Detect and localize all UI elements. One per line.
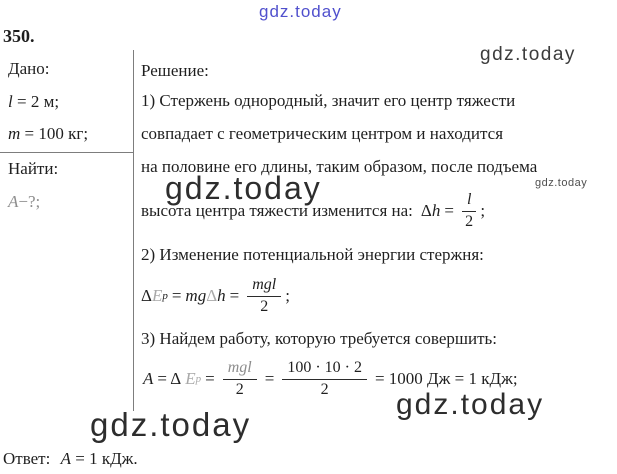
given-mass-variable: m: [8, 124, 21, 143]
formula-potential-energy: [141, 273, 290, 319]
formula2-semicolon: ;: [285, 286, 290, 305]
formula2-delta2: Δ: [206, 286, 218, 305]
problem-number: 350.: [3, 26, 35, 46]
formula3-work-symbol: A: [143, 369, 154, 388]
given-header: Дано:: [8, 59, 50, 78]
formula1-variable: h: [431, 201, 441, 220]
formula3-fraction1-denominator: 2: [235, 380, 244, 398]
watermark-top: gdz.today: [259, 2, 342, 21]
formula3-fraction1: [223, 359, 257, 399]
formula1-delta: Δ: [420, 201, 432, 220]
formula1-denominator: 2: [465, 212, 474, 230]
formula3-equals1: =: [205, 369, 215, 388]
formula1-semicolon: ;: [480, 201, 486, 220]
formula1-numerator: l: [462, 191, 476, 211]
formula-height-change: [141, 188, 485, 234]
given-mass-value: = 100 кг;: [20, 124, 89, 143]
watermark-top-right: gdz.today: [480, 44, 576, 65]
formula-work: [143, 356, 522, 402]
formula2-fraction: [247, 276, 281, 316]
answer-value: = 1 кДж.: [70, 449, 138, 468]
formula2-equals2: =: [229, 286, 240, 305]
given-item-length: [8, 92, 59, 112]
solution-step1-line3: на половине его длины, таким образом, после подъема: [141, 157, 538, 176]
find-item: [8, 192, 40, 212]
formula3-fraction1-numerator: mgl: [223, 359, 257, 379]
column-divider-line: [133, 50, 134, 411]
formula1-equals: =: [444, 201, 454, 220]
formula2-denominator: 2: [260, 297, 269, 315]
formula2-energy-symbol: E: [151, 286, 163, 305]
formula3-equals2: =: [264, 369, 275, 388]
answer-variable: A: [60, 449, 71, 468]
formula2-delta: Δ: [141, 286, 152, 305]
solution-step2-title: 2) Изменение потенциальной энергии стержня:: [141, 245, 484, 264]
formula3-fraction2-numerator: 100 · 10 · 2: [282, 359, 367, 379]
given-length-variable: l: [8, 92, 13, 111]
formula2-subscript: p: [162, 290, 168, 302]
formula1-prefix: высота центра тяжести изменится на:: [141, 201, 413, 220]
answer-label: Ответ:: [3, 449, 51, 468]
answer-line: [3, 449, 138, 469]
formula1-fraction: [462, 191, 476, 231]
formula2-mg: mg: [185, 286, 207, 305]
formula3-equals-delta: = Δ: [157, 369, 182, 388]
given-item-mass: [8, 124, 88, 144]
watermark-middle: gdz.today: [165, 170, 322, 206]
formula3-fraction2-denominator: 2: [320, 380, 329, 398]
given-length-value: = 2 м;: [12, 92, 60, 111]
formula3-result: = 1000 Дж = 1 кДж;: [374, 369, 518, 388]
formula2-h: h: [217, 286, 226, 305]
solution-step1-line2: совпадает с геометрическим центром и находится: [141, 124, 504, 143]
formula3-fraction2: [282, 359, 367, 399]
formula3-subscript: p: [195, 373, 202, 385]
watermark-middle-small: gdz.today: [535, 177, 588, 189]
find-variable: A: [8, 192, 19, 211]
formula2-equals1: =: [171, 286, 182, 305]
watermark-bottom-left: gdz.today: [90, 406, 252, 443]
watermark-bottom-right: gdz.today: [396, 388, 545, 421]
given-find-divider-line: [0, 152, 133, 153]
find-question: −?;: [18, 192, 41, 211]
formula2-numerator: mgl: [247, 276, 281, 296]
solution-step3-title: 3) Найдем работу, которую требуется совершить:: [141, 329, 497, 348]
formula3-energy-symbol: E: [185, 369, 196, 388]
solution-step1-line1: 1) Стержень однородный, значит его центр тяжести: [141, 91, 516, 110]
solution-header: Решение:: [141, 61, 209, 80]
find-header: Найти:: [8, 159, 59, 178]
